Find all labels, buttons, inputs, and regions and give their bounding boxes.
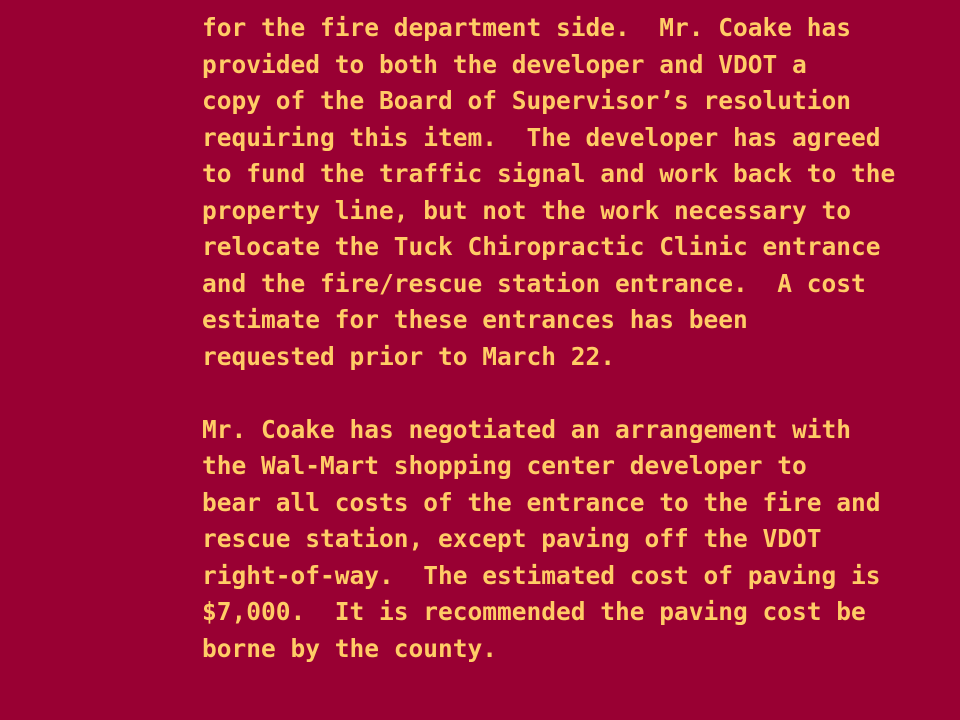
text-line: bear all costs of the entrance to the fire and [202,487,881,517]
paragraph-traffic-signal [202,10,957,375]
text-line: right-of-way. The estimated cost of paving is [202,560,881,590]
text-line: the Wal-Mart shopping center developer to [202,451,807,480]
text-line: borne by the county. [202,633,498,663]
text-line: to fund the traffic signal and work back to the [202,159,896,188]
text-line: rescue station, except paving off the VDOT [202,524,822,553]
text-line: estimate for these entrances has been [202,305,748,334]
text-line: provided to both the developer and VDOT a [202,49,807,79]
text-line: requiring this item. The developer has agreed [202,122,881,152]
text-line: $7,000. It is recommended the paving cost be [202,597,866,626]
text-line: and the fire/rescue station entrance. A cost [202,268,866,298]
text-line: copy of the Board of Supervisor’s resolution [202,86,852,115]
paragraph-spacer [202,375,957,412]
paragraph-walmart-arrangement [202,412,957,668]
body-text [202,10,957,667]
text-line: Mr. Coake has negotiated an arrangement with [202,414,852,444]
text-line: relocate the Tuck Chiropractic Clinic entrance [202,232,881,261]
text-line: for the fire department side. Mr. Coake has [202,13,852,42]
text-line: requested prior to March 22. [202,341,616,371]
text-line: property line, but not the work necessary to [202,195,852,225]
